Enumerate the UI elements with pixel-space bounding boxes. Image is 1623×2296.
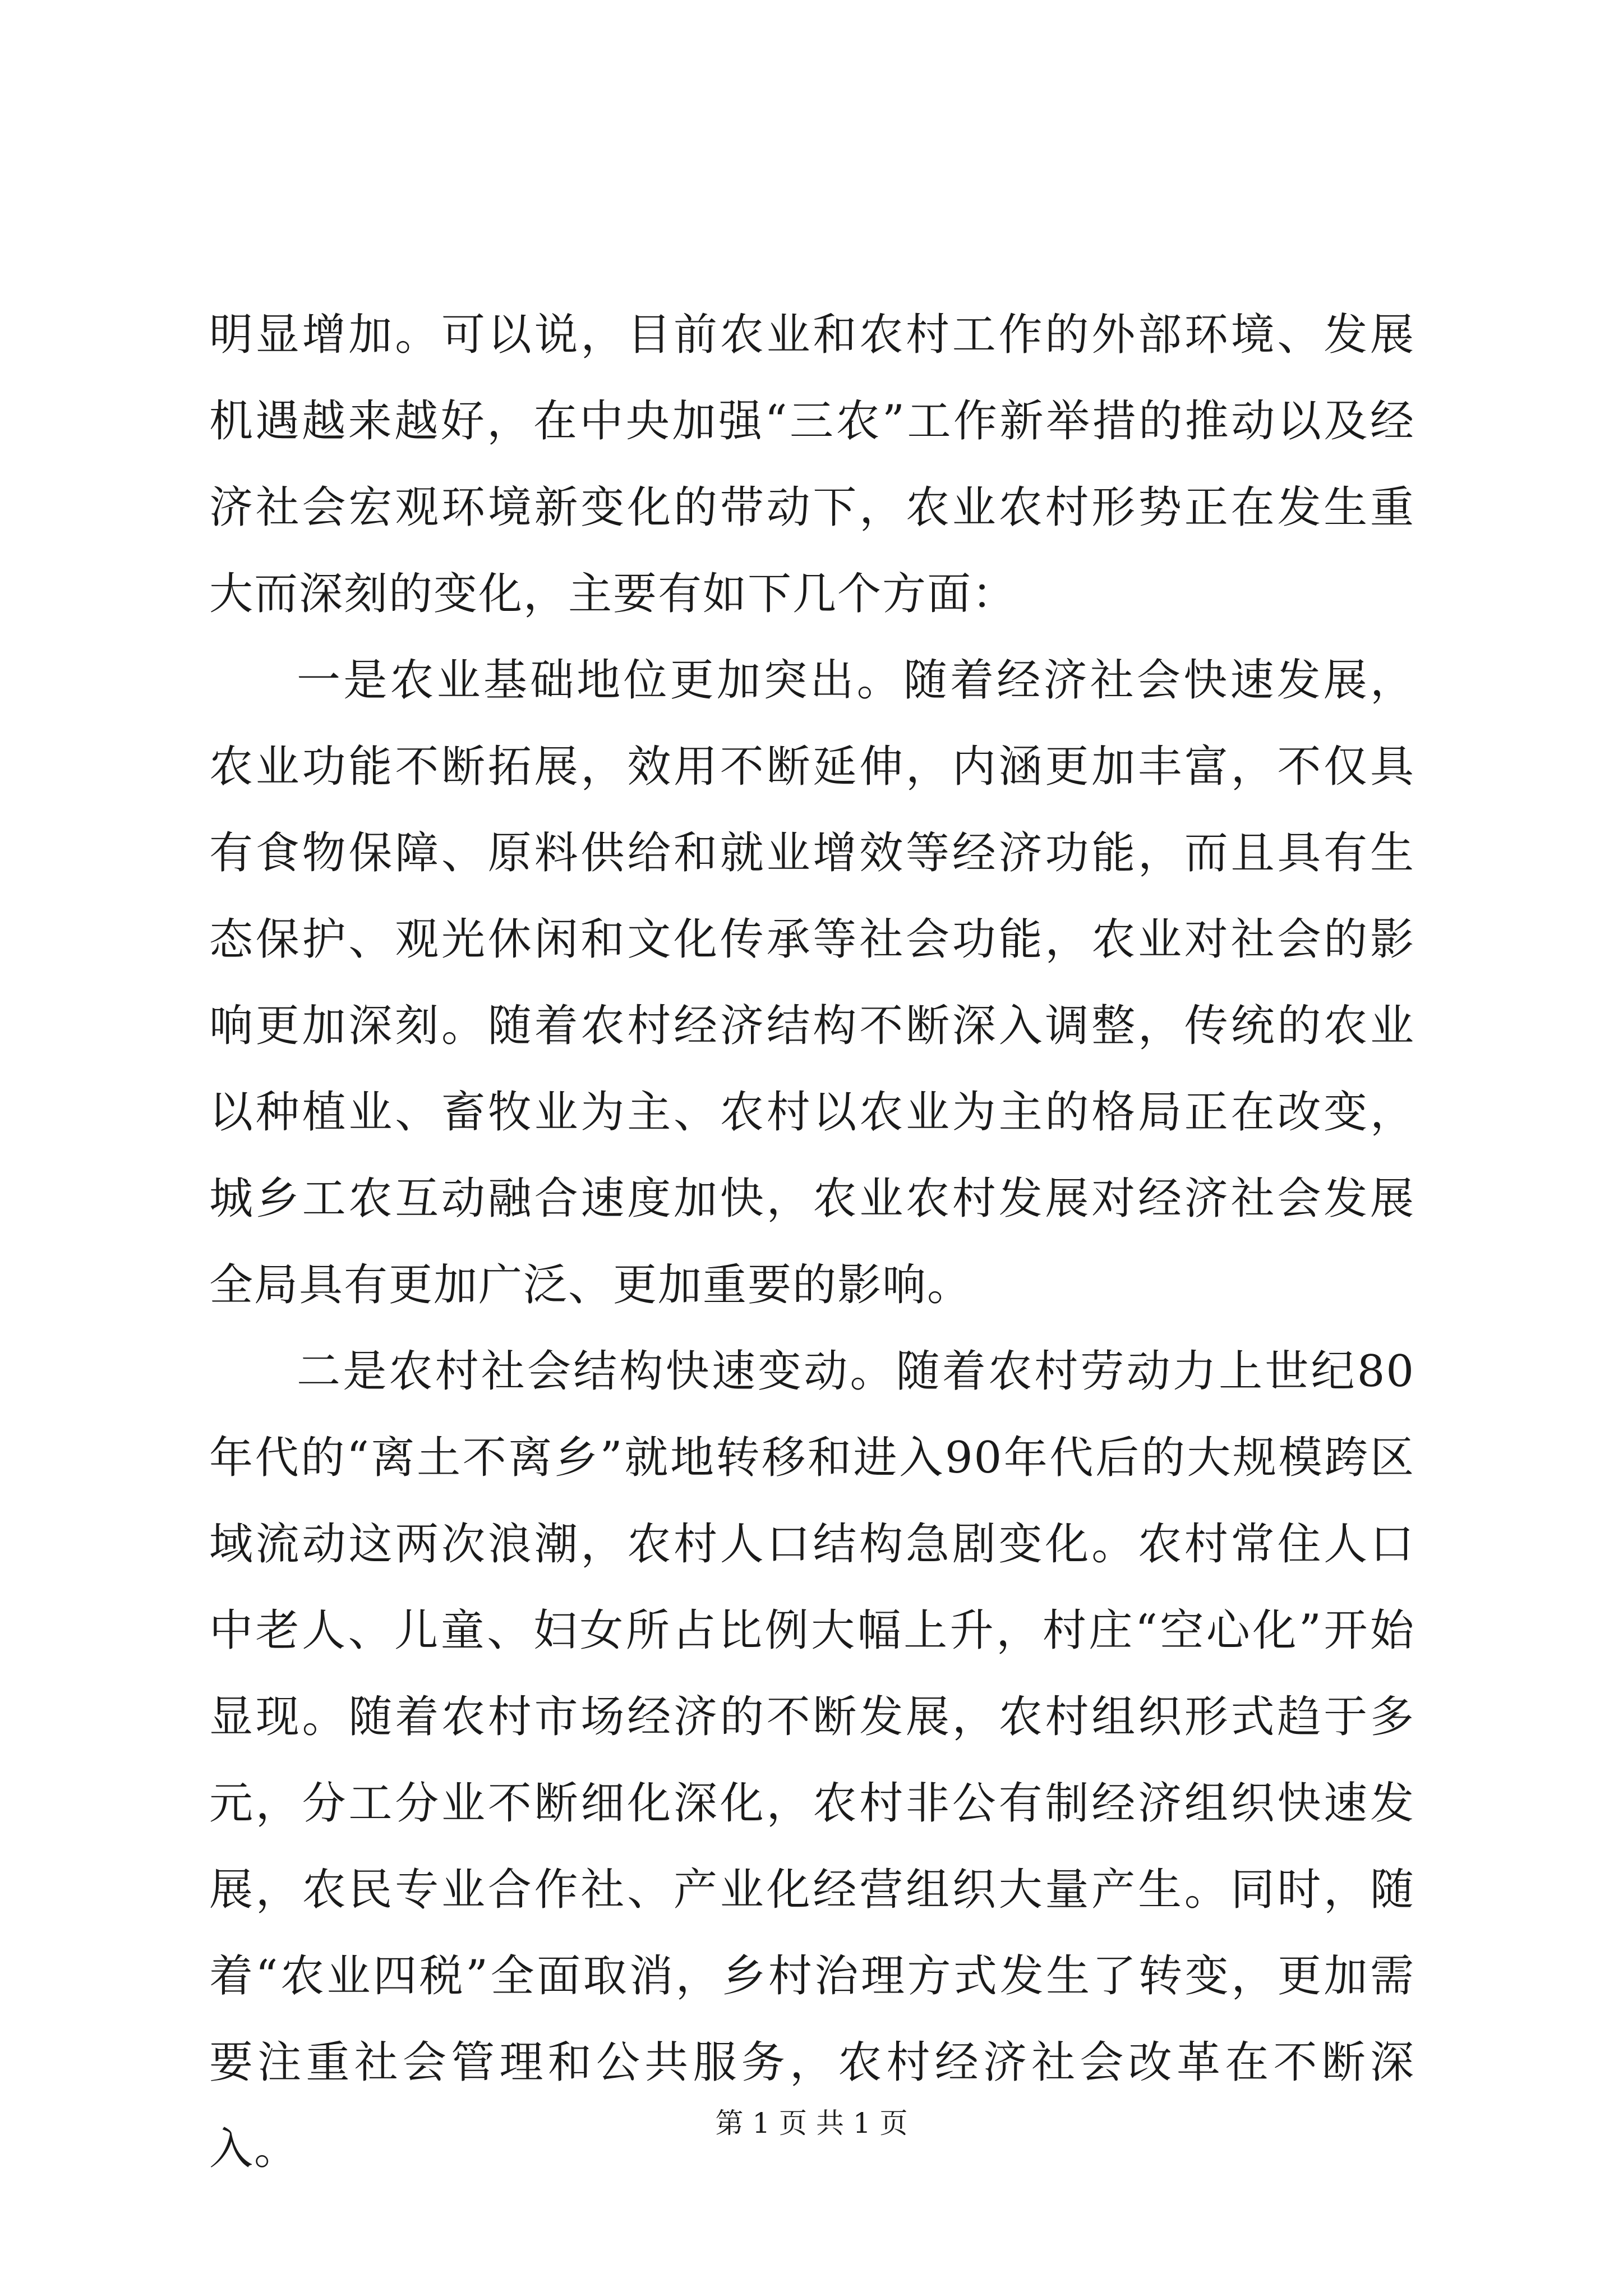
paragraph-2: 一是农业基础地位更加突出。随着经济社会快速发展，农业功能不断拓展，效用不断延伸，内涵更加丰富，不仅具有食物保障、原料供给和就业增效等经济功能，而且具有生态保护、观光休闲和文化传承等社会功能，农业对社会的影响更加深刻。随着农村经济结构不断深入调整，传统的农业以种植业、畜牧业为主、农村以农业为主的格局正在改变，城乡工农互动融合速度加快，农业农村发展对经济社会发展全局具有更加广泛、更加重要的影响。 bbox=[209, 655, 1415, 1310]
paragraph-3: 二是农村社会结构快速变动。随着农村劳动力上世纪80年代的“离土不离乡”就地转移和进入90年代后的大规模跨区域流动这两次浪潮，农村人口结构急剧变化。农村常住人口中老人、儿童、妇女所占比例大幅上升，村庄“空心化”开始显现。随着农村市场经济的不断发展，农村组织形式趋于多元，分工分业不断细化深化，农村非公有制经济组织快速发展，农民专业合作社、产业化经营组织大量产生。同时，随着“农业四税”全面取消，乡村治理方式发生了转变，更加需要注重社会管理和公共服务，农村经济社会改革在不断深入。 bbox=[209, 1346, 1415, 2174]
page-footer: 第 1 页 共 1 页 bbox=[715, 2107, 908, 2139]
document-body bbox=[209, 292, 1415, 2192]
paragraph-1: 明显增加。可以说，目前农业和农村工作的外部环境、发展机遇越来越好，在中央加强“三农”工作新举措的推动以及经济社会宏观环境新变化的带动下，农业农村形势正在发生重大而深刻的变化，主要有如下几个方面： bbox=[209, 310, 1415, 619]
